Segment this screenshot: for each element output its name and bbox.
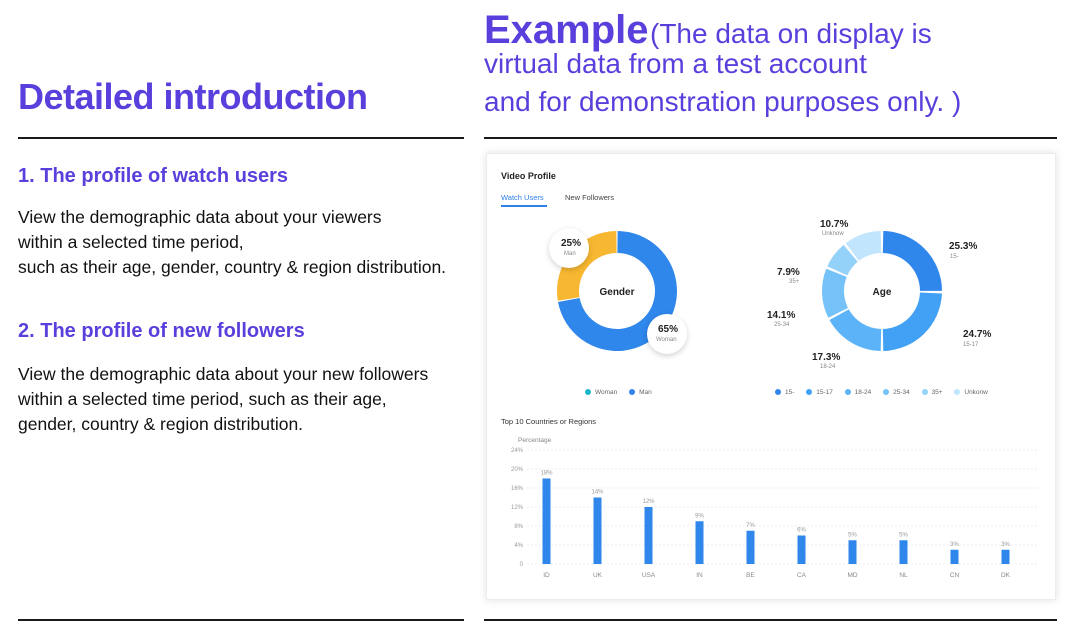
- bar-value-label: 3%: [1001, 541, 1010, 548]
- bar-cn[interactable]: [951, 550, 959, 564]
- section2-line: gender, country & region distribution.: [18, 414, 304, 434]
- bar-chart-title: Top 10 Countries or Regions: [501, 417, 597, 426]
- bar-usa[interactable]: [645, 507, 653, 564]
- bar-ca[interactable]: [798, 536, 806, 565]
- bar-x-tick-label: IN: [696, 572, 703, 579]
- bar-x-tick-label: MD: [847, 572, 858, 579]
- legend-label: 15-: [785, 389, 795, 396]
- section2-text: [18, 362, 428, 437]
- section2-line: within a selected time period, such as their age,: [18, 389, 387, 409]
- video-profile-card: [486, 153, 1056, 600]
- bar-value-label: 14%: [591, 489, 604, 496]
- bar-y-axis-label: Percentage: [518, 437, 552, 444]
- example-title: Example: [484, 8, 649, 52]
- bar-value-label: 12%: [642, 499, 655, 505]
- age-unknow-label: Unknow: [822, 231, 844, 237]
- legend-item[interactable]: [883, 389, 910, 396]
- age-15minus-value: 25.3%: [949, 241, 978, 252]
- bar-x-tick-label: BE: [746, 572, 755, 579]
- legend-item[interactable]: [954, 389, 987, 396]
- age-35plus-label: 35+: [789, 279, 800, 285]
- legend-dot: [954, 389, 960, 395]
- bar-y-tick-label: 0: [519, 562, 523, 568]
- age-18-24-value: 17.3%: [812, 352, 841, 363]
- tab-active-underline: [501, 205, 547, 207]
- bar-value-label: 7%: [746, 522, 755, 529]
- legend-dot: [845, 389, 851, 395]
- gender-woman-value: 65%: [658, 324, 679, 335]
- gender-legend: [585, 389, 662, 396]
- right-divider-top: [484, 137, 1057, 139]
- gender-center-label: Gender: [599, 287, 635, 298]
- countries-bar-chart: [497, 430, 1047, 590]
- legend-item[interactable]: [845, 389, 872, 396]
- age-15minus-label: 15-: [950, 254, 959, 260]
- bar-id[interactable]: [543, 479, 551, 565]
- bar-x-tick-label: CN: [949, 572, 960, 579]
- age-15-17-value: 24.7%: [963, 329, 992, 340]
- legend-dot: [922, 389, 928, 395]
- legend-label: Woman: [595, 389, 618, 396]
- bar-value-label: 3%: [950, 541, 959, 548]
- bar-y-tick-label: 12%: [510, 505, 523, 511]
- section1-line: within a selected time period,: [18, 232, 244, 252]
- bar-y-tick-label: 8%: [514, 524, 523, 530]
- gender-man-label: Man: [564, 251, 576, 257]
- legend-item[interactable]: [922, 389, 943, 396]
- example-note-line3: and for demonstration purposes only. ): [484, 86, 962, 117]
- bar-y-tick-label: 20%: [510, 467, 523, 473]
- bar-value-label: 5%: [899, 532, 908, 539]
- age-legend: [775, 389, 998, 396]
- legend-item[interactable]: [585, 389, 617, 396]
- bar-x-tick-label: UK: [592, 572, 603, 579]
- age-35plus-value: 7.9%: [777, 267, 800, 278]
- legend-dot: [883, 389, 889, 395]
- section1-heading: 1. The profile of watch users: [18, 165, 289, 187]
- legend-dot: [775, 389, 781, 395]
- legend-label: 15-17: [816, 389, 833, 396]
- bar-value-label: 6%: [797, 527, 806, 534]
- bar-x-tick-label: NL: [899, 572, 908, 579]
- legend-dot: [629, 389, 635, 395]
- right-divider-bottom: [484, 619, 1057, 621]
- legend-item[interactable]: [775, 389, 794, 396]
- legend-label: 25-34: [893, 389, 910, 396]
- age-unknow-value: 10.7%: [820, 219, 849, 230]
- tab-new-followers[interactable]: New Followers: [565, 193, 615, 202]
- section2-line: View the demographic data about your new followers: [18, 364, 429, 384]
- legend-item[interactable]: [806, 389, 833, 396]
- bar-y-tick-label: 24%: [510, 448, 523, 454]
- bar-in[interactable]: [696, 521, 704, 564]
- bar-x-tick-label: CA: [796, 572, 807, 579]
- age-center-label: Age: [872, 287, 892, 298]
- gender-woman-label: Woman: [656, 337, 677, 343]
- bar-nl[interactable]: [900, 540, 908, 564]
- bar-y-tick-label: 16%: [510, 486, 523, 492]
- bar-x-tick-label: DK: [1000, 572, 1011, 579]
- legend-label: 35+: [931, 389, 943, 396]
- age-25-34-value: 14.1%: [767, 310, 796, 321]
- bar-md[interactable]: [849, 540, 857, 564]
- bar-y-tick-label: 4%: [514, 543, 523, 549]
- left-divider-bottom: [18, 619, 464, 621]
- legend-label: 18-24: [854, 389, 872, 396]
- bar-value-label: 9%: [695, 513, 704, 520]
- age-slice-1824[interactable]: [830, 309, 882, 351]
- section2-heading: 2. The profile of new followers: [18, 320, 305, 342]
- section1-line: such as their age, gender, country & region distribution.: [18, 257, 447, 277]
- section1-text: [18, 205, 446, 280]
- left-divider-top: [18, 137, 464, 139]
- legend-dot: [806, 389, 812, 395]
- tab-watch-users[interactable]: Watch Users: [501, 193, 544, 202]
- bar-x-tick-label: USA: [641, 572, 656, 579]
- bar-value-label: 18%: [540, 470, 553, 477]
- example-note-line2: virtual data from a test account: [484, 48, 867, 79]
- age-25-34-label: 25-34: [774, 322, 790, 328]
- gender-man-value: 25%: [561, 238, 582, 249]
- age-slice-1517[interactable]: [883, 293, 942, 351]
- card-title: Video Profile: [501, 171, 556, 181]
- age-15-17-label: 15-17: [963, 342, 979, 348]
- bar-value-label: 5%: [848, 532, 857, 539]
- left-title: Detailed introduction: [18, 76, 368, 117]
- section1-line: View the demographic data about your viewers: [18, 207, 382, 227]
- legend-label: Unkonw: [964, 389, 988, 396]
- legend-item[interactable]: [629, 389, 652, 396]
- bar-be[interactable]: [747, 531, 755, 564]
- age-slice-15[interactable]: [883, 231, 942, 291]
- bar-dk[interactable]: [1002, 550, 1010, 564]
- example-note-line1: (The data on display is: [650, 18, 932, 49]
- bar-x-tick-label: ID: [543, 572, 550, 579]
- bar-uk[interactable]: [594, 498, 602, 565]
- age-18-24-label: 18-24: [820, 364, 836, 370]
- legend-dot: [585, 389, 591, 395]
- legend-label: Man: [639, 389, 652, 396]
